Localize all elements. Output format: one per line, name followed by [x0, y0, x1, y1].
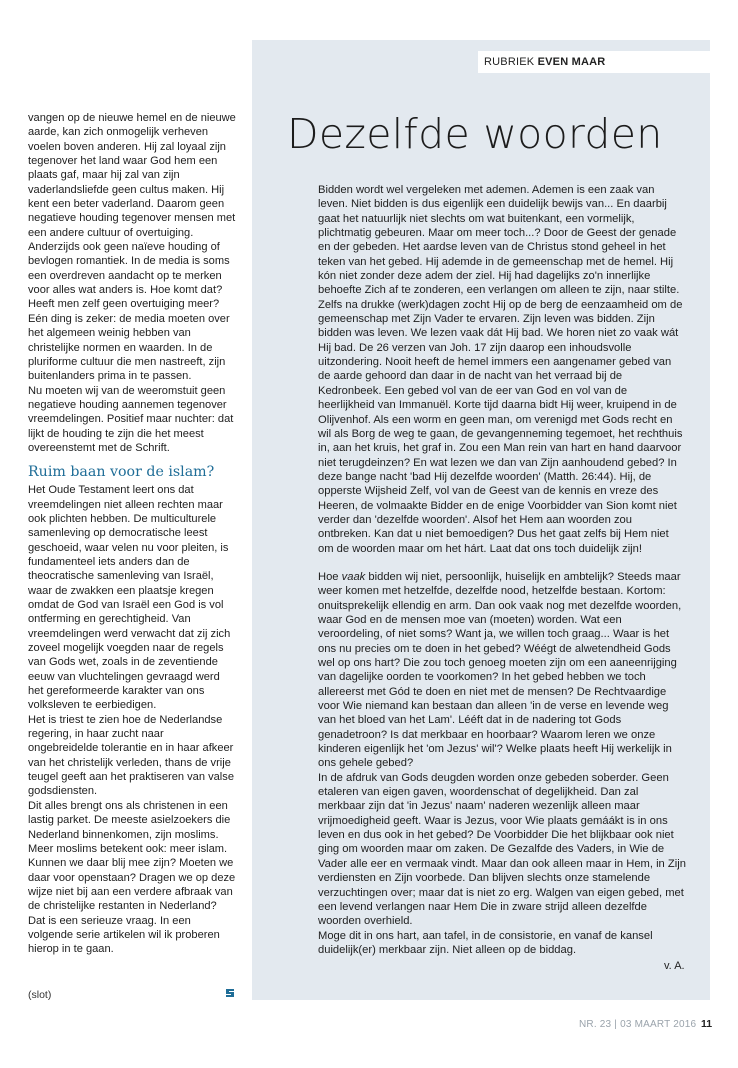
article-body — [318, 183, 686, 957]
section-label — [478, 51, 710, 73]
left-column — [28, 111, 236, 957]
left-paragraph: vangen op de nieuwe hemel en de nieuwe aarde, kan zich onmogelijk verheven voelen boven anderen. Hij zal loyaal zijn tegenover het land waar God hem een plaats gaf, maar hij zal van zijn vaderlandsliefde geen cultus maken. Hij kent een beter vaderland. Daarom geen negatieve houding tegenover mensen met een andere cultuur of overtuiging. — [28, 112, 236, 239]
slot-note: (slot) — [28, 989, 52, 1001]
section-label-prefix: RUBRIEK — [484, 56, 535, 68]
article-emphasis: vaak — [341, 570, 366, 583]
left-paragraph: Nu moeten wij van de weeromstuit geen negatieve houding aannemen tegenover vreemdelingen. Positief maar nuchter: dat lijkt de houding te zijn die het meest overeenstemt met de Schrift. — [28, 384, 234, 454]
article-paragraph: Moge dit in ons hart, aan tafel, in de consistorie, en vanaf de kansel duidelijk(er) merkbaar zijn. Niet alleen op de biddag. — [318, 929, 653, 956]
article-paragraph: In de afdruk van Gods deugden worden onze gebeden soberder. Geen etaleren van eigen gaven, woordenschat of degelijkheid. Dan zal merkbaar zijn dat 'in Jezus' naam' naderen wezenlijk alleen maar vrijmoedigheid geeft. Waar is Jezus, voor Wie plaats gemáákt is in ons leven en dus ook in het gebed? De Voorbidder Die het blijkbaar ook niet ging om woorden maar om zaken. De Gezalfde des Vaders, in Wie de Vader alle eer en vermaak vindt. Maar dan ook alleen maar in Hem, in Zijn verdiensten en Zijn voorbede. Dan blijven slechts onze stamelende verzuchtingen over; maar dat is niet zo erg. Walgen van eigen gebed, met een levend verlangen naar Hem Die in zware strijd alleen dezelfde woorden overhield. — [318, 771, 686, 928]
page-number: 11 — [701, 1018, 713, 1030]
article-text: bidden wij niet, persoonlijk, huiselijk en ambtelijk? Steeds maar weer komen met hetzelfde, dezelfde nood, hetzelfde bestaan. Kortom: onuitsprekelijk ellendig en arm. Dan ook vaak nog met dezelfde woorden, waar God en de mensen moe van (moeten) worden. Wat een veroordeling, of niet soms? Want ja, we willen toch graag... Waar is het ons nu precies om te doen in het gebed? Wéégt de alwetendheid Gods wel op ons hart? Die zou toch genoeg moeten zijn om een aaneenrijging van dagelijke oorden te voorkomen? In het gebed hebben we toch allereerst met Gód te doen en niet met de mensen? De Rechtvaardige voor Wie niemand kan bestaan dan alleen 'in de verse en levende weg van het bloed van het Lam'. Lééft dat in de nadering tot Gods genadetroon? Is dat merkbaar en hoorbaar? Waarom leren we onze kinderen eigenlijk het 'om Jezus' wil'? Welke plaats heeft Hij werkelijk in ons gehele gebed? — [318, 570, 682, 770]
section-label-name: EVEN MAAR — [537, 56, 606, 68]
section-subheading: Ruim baan voor de islam? — [28, 464, 215, 481]
article-paragraph: Bidden wordt wel vergeleken met ademen. Ademen is een zaak van leven. Niet bidden is dus eigenlijk een duidelijk bewijs van... En daarbij gaat het natuurlijk niet slechts om wat buitenkant, een vormelijk, plichtmatig gebeuren. Maar om meer toch...? Door de Geest der genade en der gebeden. Het aardse leven van de Christus stond geheel in het teken van het gebed. Hij ademde in de gemeenschap met de hemel. Hij kón niet zonder deze adem der ziel. Hij had dagelijks zo'n innerlijke behoefte Zich af te zonderen, een verlangen om alleen te zijn, naar stilte. Zelfs na drukke (werk)dagen zocht Hij op de berg de eenzaamheid om de gemeenschap met Zijn Vader te ervaren. Zijn leven was bidden. Zijn bidden was leven. We lezen vaak dát Hij bad. We horen niet zo vaak wát Hij bad. De 26 verzen van Joh. 17 zijn daarop een inhoudsvolle uitzondering. Nooit heeft de hemel immers een aangenamer gebed van de aarde gehoord dan daar in de nacht van het verraad bij de Kedronbeek. Een gebed vol van de eer van God en vol van de heerlijkheid van Immanuël. Korte tijd daarna bidt Hij weer, kruipend in de Olijvenhof. Als een worm en geen man, om verenigd met Gods recht en wil als Borg de weg te gaan, de gevangenneming tegemoet, het rechthuis in, aan het kruis, het graf in. Zou een Man rein van hart en hand daarvoor niet terugdeinzen? En wat lezen we dan van Zijn aanhoudend gebed? In deze bange nacht 'bad Hij dezelfde woorden' (Matth. 26:44). Hij, de opperste Wijsheid Zelf, vol van de Geest van de kennis en vreze des Heeren, de volmaakte Bidder en de enige Voorbidder van Sion komt niet verder dan 'dezelfde woorden'. Alsof het Hem aan woorden zou ontbreken. Kan dat u niet bemoedigen? Dus het gaat zelfs bij Hem niet om de woorden maar om het hárt. Laat dat ons toch duidelijk zijn! — [318, 184, 683, 555]
left-paragraph: Anderzijds ook geen naïeve houding of bevlogen romantiek. In de media is soms een overdreven aandacht op te merken voor alles wat anders is. Hoe komt dat? Heeft men zelf geen overtuiging meer? Eén ding is zeker: de media moeten over het algemeen weinig hebben van christelijke normen en waarden. In de pluriforme cultuur die men nastreeft, zijn buitenlanders prima in te passen. — [28, 241, 230, 383]
author-signature: v. A. — [664, 960, 685, 972]
article-paragraph — [318, 570, 686, 771]
paragraph-gap — [318, 556, 686, 570]
left-paragraph: Dit alles brengt ons als christenen in een lastig parket. De meeste asielzoekers die Nederland binnenkomen, zijn moslims. Meer moslims betekent ook: meer islam. Kunnen we daar blij mee zijn? Moeten we daar voor openstaan? Dragen we op deze wijze niet bij aan een verdere afbraak van de christelijke restanten in Nederland? Dat is een serieuze vraag. In een volgende serie artikelen wil ik proberen hierop in te gaan. — [28, 799, 236, 956]
article-text: Hoe — [318, 570, 342, 583]
left-paragraph: Het Oude Testament leert ons dat vreemdelingen niet alleen rechten maar ook plichten hebben. De multiculturele samenleving op democratische leest geschoeid, waar velen nu voor pleiten, is fundamenteel iets anders dan de theocratische samenleving van Israël, waar de zwakken een plaatsje kregen omdat de God van Israël een God is vol ontferming en gerechtigheid. Van vreemdelingen werd verwacht dat zij zich zoveel mogelijk voegden naar de regels van Gods wet, zoals in de zeventiende eeuw van vluchtelingen gevraagd werd het gereformeerde karakter van ons volksleven te eerbiedigen. — [28, 484, 231, 712]
publication-logo-icon — [224, 987, 236, 999]
left-paragraph: Het is triest te zien hoe de Nederlandse regering, in haar zucht naar ongebreidelde tolerantie en in haar afkeer van het christelijk verleden, thans de vrije teugel geeft aan het praktiseren van valse godsdiensten. — [28, 713, 234, 798]
issue-info: NR. 23 | 03 MAART 2016 — [579, 1019, 697, 1030]
article-title: Dezelfde woorden — [287, 110, 663, 158]
